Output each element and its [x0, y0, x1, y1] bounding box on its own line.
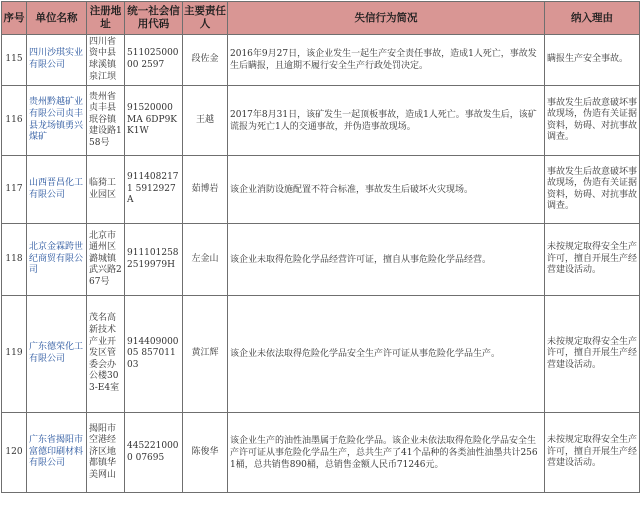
row-reason: 未按规定取得安全生产许可，擅自开展生产经营建设活动。 [545, 224, 640, 296]
table-row [2, 86, 640, 156]
row-seq: 120 [2, 413, 27, 493]
dishonest-entities-table [1, 1, 640, 493]
row-description: 该企业未取得危险化学品经营许可证，擅自从事危险化学品经营。 [228, 224, 545, 296]
header-seq: 序号 [2, 2, 27, 35]
row-description: 该企业消防设施配置不符合标准，事故发生后破坏火灾现场。 [228, 156, 545, 224]
row-seq: 115 [2, 35, 27, 86]
table-row [2, 413, 640, 493]
header-inclusion-reason: 纳入理由 [545, 2, 640, 35]
row-responsible-person: 左金山 [183, 224, 228, 296]
row-seq: 118 [2, 224, 27, 296]
row-description: 该企业生产的油性油墨属于危险化学品。该企业未依法取得危险化学品安全生产许可证从事危险化学品生产，总共生产了41个品种的各类油性油墨共计2561桶，总共销售890桶，总销售金额人民币71246元。 [228, 413, 545, 493]
header-registered-address: 注册地址 [87, 2, 125, 35]
row-address: 临猗工业园区 [87, 156, 125, 224]
header-credit-code: 统一社会信用代码 [125, 2, 183, 35]
row-responsible-person: 陈俊华 [183, 413, 228, 493]
row-credit-code: 9114082171 5912927A [125, 156, 183, 224]
row-unit-name: 贵州黔越矿业有限公司贞丰县龙场镇勇兴煤矿 [27, 86, 87, 156]
row-responsible-person: 段佐金 [183, 35, 228, 86]
row-seq: 119 [2, 296, 27, 413]
row-reason: 事故发生后故意破坏事故现场，伪造有关证据资料，妨碍、对抗事故调查。 [545, 86, 640, 156]
row-address: 四川省资中县球溪镇泉江坝 [87, 35, 125, 86]
row-unit-name: 北京金霖跨世纪商贸有限公司 [27, 224, 87, 296]
header-row [2, 2, 640, 35]
row-credit-code: 91440900005 85701103 [125, 296, 183, 413]
row-credit-code: 51102500000 2597 [125, 35, 183, 86]
row-reason: 未按规定取得安全生产许可，擅自开展生产经营建设活动。 [545, 413, 640, 493]
row-description: 该企业未依法取得危险化学品安全生产许可证从事危险化学品生产。 [228, 296, 545, 413]
row-address: 北京市通州区潞城镇武兴路267号 [87, 224, 125, 296]
table-row [2, 296, 640, 413]
row-credit-code: 91520000MA 6DP9KK1W [125, 86, 183, 156]
row-address: 茂名高新技术产业开发区管委会办公楼303-E4室 [87, 296, 125, 413]
row-unit-name: 山西晋昌化工有限公司 [27, 156, 87, 224]
row-seq: 116 [2, 86, 27, 156]
row-unit-name: 四川沙琪实业有限公司 [27, 35, 87, 86]
table-row [2, 35, 640, 86]
row-reason: 未按规定取得安全生产许可，擅自开展生产经营建设活动。 [545, 296, 640, 413]
header-dishonest-behavior: 失信行为简况 [228, 2, 545, 35]
row-address: 揭阳市空港经济区地都镇华美网山 [87, 413, 125, 493]
row-address: 贵州省贞丰县珉谷镇建设路158号 [87, 86, 125, 156]
row-description: 2016年9月27日，该企业发生一起生产安全责任事故，造成1人死亡，事故发生后瞒报，且逾期不履行安全生产行政处罚决定。 [228, 35, 545, 86]
row-seq: 117 [2, 156, 27, 224]
row-credit-code: 911101258 2519979H [125, 224, 183, 296]
row-credit-code: 4452210000 07695 [125, 413, 183, 493]
row-responsible-person: 王越 [183, 86, 228, 156]
row-reason: 事故发生后故意破坏事故现场，伪造有关证据资料，妨碍、对抗事故调查。 [545, 156, 640, 224]
header-unit-name: 单位名称 [27, 2, 87, 35]
table-row [2, 156, 640, 224]
row-unit-name: 广东德荣化工有限公司 [27, 296, 87, 413]
header-responsible-person: 主要责任人 [183, 2, 228, 35]
row-reason: 瞒报生产安全事故。 [545, 35, 640, 86]
row-description: 2017年8月31日，该矿发生一起顶板事故，造成1人死亡。事故发生后，该矿谎报为死亡1人的交通事故，并伪造事故现场。 [228, 86, 545, 156]
row-responsible-person: 黄江辉 [183, 296, 228, 413]
row-responsible-person: 茹博岩 [183, 156, 228, 224]
table-row [2, 224, 640, 296]
row-unit-name: 广东省揭阳市富德印刷材料有限公司 [27, 413, 87, 493]
